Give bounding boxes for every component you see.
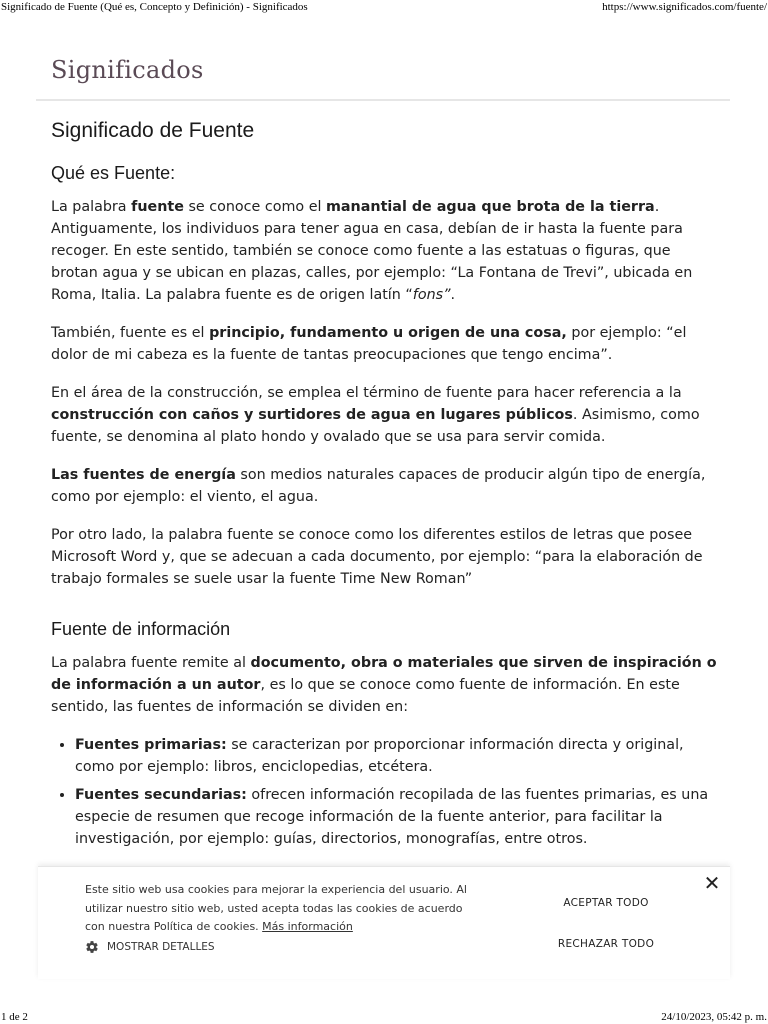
print-page-url: https://www.significados.com/fuente/ [602, 1, 767, 13]
cookie-message: Este sitio web usa cookies para mejorar la experiencia del usuario. Al utilizar nuestro sitio web, usted acepta todas las cookies de acuerdo con nuestra Política de cookies. Más información [85, 883, 467, 933]
show-details-label: MOSTRAR DETALLES [107, 941, 215, 953]
paragraph-construction: En el área de la construcción, se emplea el término de fuente para hacer referencia a la construcción con caños y surtidores de agua en lugares públicos. Asimismo, como fuente, se denomina al plato hondo y ovalado que se usa para servir comida. [51, 385, 700, 445]
site-logo[interactable]: Significados [51, 56, 204, 84]
reject-all-button[interactable]: RECHAZAR TODO [536, 938, 676, 950]
section-title-information: Fuente de información [51, 619, 231, 639]
paragraph-information: La palabra fuente remite al documento, obra o materiales que sirven de inspiración o de información a un autor, es lo que se conoce como fuente de información. En este sentido, las fuentes de información se dividen en: [51, 655, 717, 715]
more-info-link[interactable]: Más información [262, 920, 353, 933]
paragraph-definition: La palabra fuente se conoce como el manantial de agua que brota de la tierra. Antiguamente, los individuos para tener agua en casa, debían de ir hasta la fuente para recoger. En este sentido, también se conoce como fuente a las estatuas o figuras, que brotan agua y se ubican en plazas, calles, por ejemplo: “La Fontana de Trevi”, ubicada en Roma, Italia. La palabra fuente es de origen latín “fons”. [51, 199, 693, 303]
print-datetime: 24/10/2023, 05:42 p. m. [661, 1011, 767, 1023]
list-item: • Fuentes primarias: se caracterizan por proporcionar información directa y original, como por ejemplo: libros, enciclopedias, etcétera. [75, 734, 721, 778]
print-page-number: 1 de 2 [1, 1011, 28, 1023]
article-title: Significado de Fuente [51, 119, 255, 142]
close-icon[interactable]: ✕ [703, 871, 721, 895]
paragraph-principle: También, fuente es el principio, fundamento u origen de una cosa, por ejemplo: “el dolor de mi cabeza es la fuente de tantas preocupaciones que tengo encima”. [51, 325, 687, 363]
header-divider [36, 99, 730, 101]
list-item: • Fuentes secundarias: ofrecen información recopilada de las fuentes primarias, es una especie de resumen que recoge información de la fuente anterior, para facilitar la investigación, por ejemplo: guías, directorios, monografías, entre otros. [75, 784, 721, 850]
accept-all-button[interactable]: ACEPTAR TODO [536, 897, 676, 909]
article-subtitle: Qué es Fuente: [51, 163, 176, 183]
print-header [0, 0, 768, 16]
gear-icon [85, 940, 99, 954]
paragraph-typography: Por otro lado, la palabra fuente se conoce como los diferentes estilos de letras que posee Microsoft Word y, que se adecuan a cada documento, por ejemplo: “para la elaboración de trabajo formales se suele usar la fuente Time New Roman” [51, 527, 703, 587]
print-page-title: Significado de Fuente (Qué es, Concepto y Definición) - Significados [1, 1, 308, 13]
paragraph-energy: Las fuentes de energía son medios naturales capaces de producir algún tipo de energía, como por ejemplo: el viento, el agua. [51, 467, 706, 505]
article-content [51, 116, 721, 856]
sources-list [51, 734, 721, 850]
print-footer [0, 1011, 768, 1024]
cookie-banner [38, 866, 730, 979]
show-details-button[interactable] [85, 940, 215, 954]
